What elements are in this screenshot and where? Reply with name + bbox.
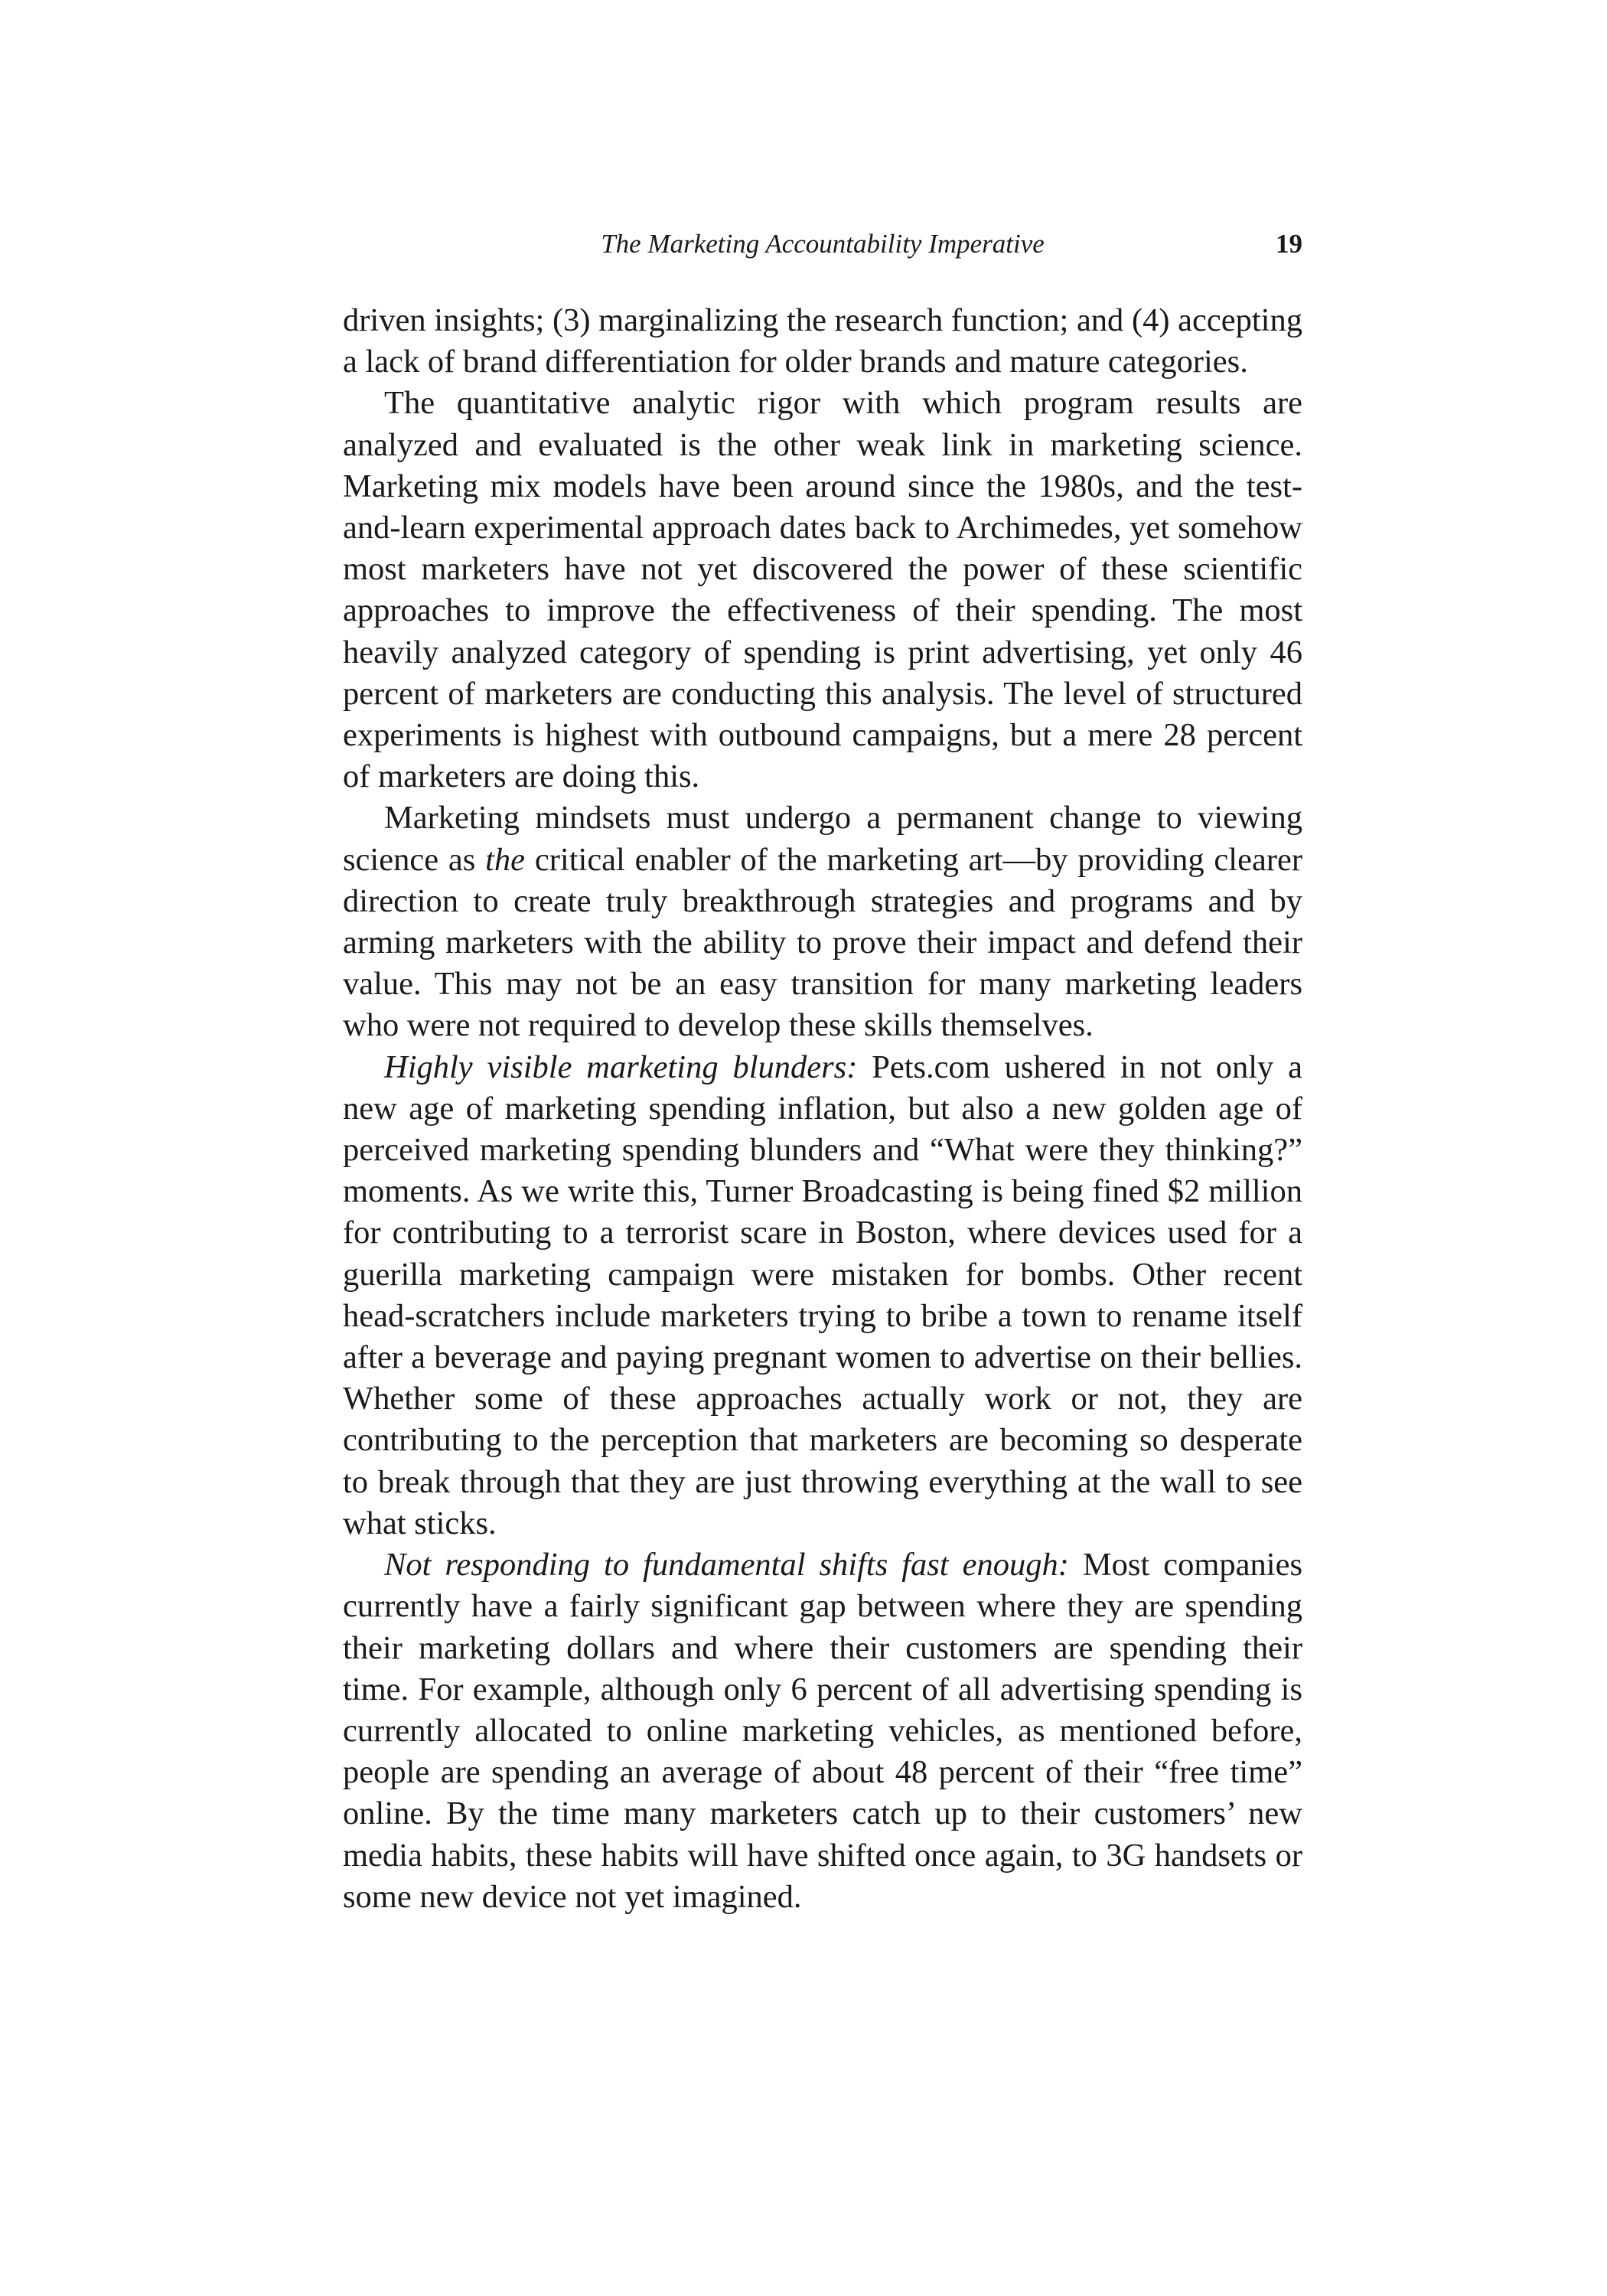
paragraph-text-before: Marketing mindsets must undergo a permanent change to viewing science as [343,800,1302,878]
paragraph-text: The quantitative analytic rigor with which program results are analyzed and evaluated is the other weak link in marketing science. Marketing mix models have been around since the 1980s, and the test-and-learn experimental approach dates back to Archimedes, yet somehow most marketers have not yet discovered the power of these scientific approaches to improve the effectiveness of their spending. The most heavily analyzed category of spending is print advertising, yet only 46 percent of marketers are conducting this analysis. The level of structured experiments is highest with outbound campaigns, but a mere 28 percent of marketers are doing this. [343,385,1302,795]
paragraph-lead-in: Highly visible marketing blunders: [384,1049,858,1085]
paragraph-text: Most companies currently have a fairly significant gap between where they are spending their marketing dollars and where their customers are spending their time. For example, although only 6 percent of all advertising spending is currently allocated to online marketing vehicles, as mentioned before, people are spending an average of about 48 percent of their “free time” online. By the time many marketers catch up to their customers’ new media habits, these habits will have shifted once again, to 3G handsets or some new device not yet imagined. [343,1547,1302,1915]
paragraph-text: driven insights; (3) marginalizing the research function; and (4) accepting a lack of brand differentiation for older brands and mature categories. [343,302,1302,380]
page-number: 19 [1276,229,1302,259]
paragraph-marketing-blunders [343,1047,1302,1544]
running-title: The Marketing Accountability Imperative [601,229,1045,259]
paragraph-analytic-rigor [343,383,1302,797]
paragraph-continued [343,300,1302,383]
paragraph-fundamental-shifts [343,1544,1302,1918]
paragraph-text-after: critical enabler of the marketing art—by providing clearer direction to create truly breakthrough strategies and programs and by arming marketers with the ability to prove their impact and defend their value. This may not be an easy transition for many marketing leaders who were not required to develop these skills themselves. [343,841,1302,1044]
paragraph-lead-in: Not responding to fundamental shifts fast enough: [384,1547,1069,1583]
running-head [343,225,1302,263]
paragraph-marketing-mindsets [343,797,1302,1046]
paragraph-text: Pets.com ushered in not only a new age of marketing spending inflation, but also a new golden age of perceived marketing spending blunders and “What were they thinking?” moments. As we write this, Turner Broadcasting is being fined $2 million for contributing to a terrorist scare in Boston, where devices used for a guerilla marketing campaign were mistaken for bombs. Other recent head-scratchers include marketers trying to bribe a town to rename itself after a beverage and paying pregnant women to advertise on their bellies. Whether some of these approaches actually work or not, they are contributing to the perception that marketers are becoming so desperate to break through that they are just throwing everything at the wall to see what sticks. [343,1049,1302,1541]
body-text [343,300,1302,1918]
emphasis-the: the [485,841,526,878]
